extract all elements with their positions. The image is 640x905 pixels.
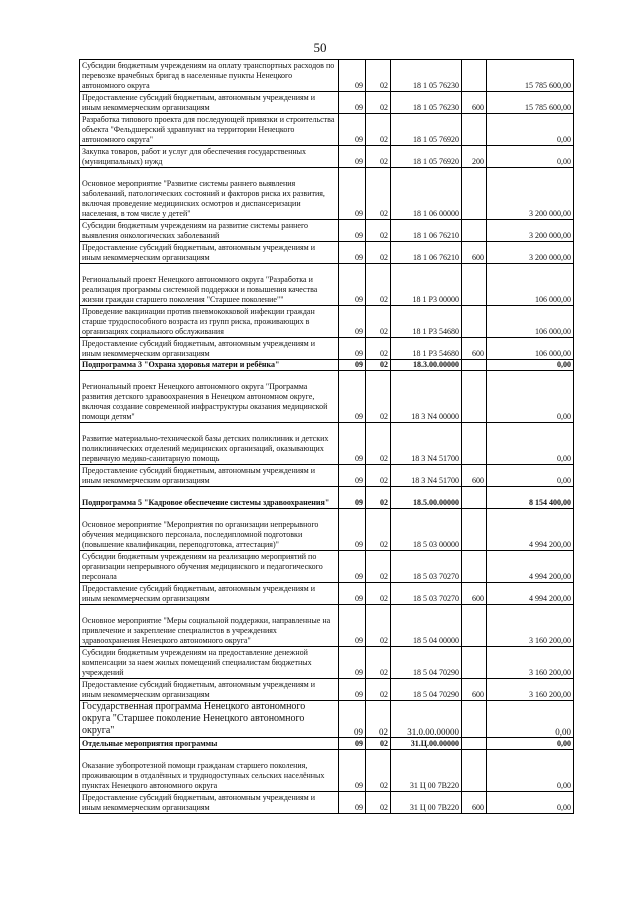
row-name: Субсидии бюджетным учреждениям на предоставление денежной компенсации за наем жилых помещений специалистам бюджетных учреждений <box>80 647 339 679</box>
row-section: 09 <box>339 647 366 679</box>
row-name: Предоставление субсидий бюджетным, автономным учреждениям и иным некоммерческим организациям <box>80 679 339 701</box>
table-row <box>80 465 574 487</box>
row-section: 09 <box>339 114 366 146</box>
row-name: Предоставление субсидий бюджетным, автономным учреждениям и иным некоммерческим организациям <box>80 242 339 264</box>
row-amount: 0,00 <box>487 146 574 168</box>
row-subsection: 02 <box>366 168 391 220</box>
row-section: 09 <box>339 146 366 168</box>
row-subsection: 02 <box>366 738 391 750</box>
row-target-article: 18 5 04 70290 <box>391 679 462 701</box>
row-name: Основное мероприятие "Развитие системы раннего выявления заболеваний, патологических состояний и факторов риска их развития, включая проведение медицинских осмотров и диспансеризации населения, в том числе у детей" <box>80 168 339 220</box>
row-amount: 3 160 200,00 <box>487 679 574 701</box>
row-section: 09 <box>339 679 366 701</box>
row-name: Основное мероприятие "Меры социальной поддержки, направленные на привлечение и закрепление специалистов в учреждениях здравоохранения Ненецкого автономного округа" <box>80 605 339 647</box>
table-row <box>80 583 574 605</box>
table-row <box>80 750 574 792</box>
row-name: Региональный проект Ненецкого автономного округа "Разработка и реализация программы системной поддержки и повышения качества жизни граждан старшего поколения "Старшее поколение"" <box>80 264 339 306</box>
row-section: 09 <box>339 338 366 360</box>
row-name: Подпрограмма 3 "Охрана здоровья матери и ребёнка" <box>80 360 339 371</box>
row-section: 09 <box>339 360 366 371</box>
row-name: Предоставление субсидий бюджетным, автономным учреждениям и иным некоммерческим организациям <box>80 792 339 814</box>
table-row <box>80 487 574 509</box>
row-subsection: 02 <box>366 647 391 679</box>
row-name: Оказание зубопротезной помощи гражданам старшего поколения, проживающим в отдалённых и труднодоступных сельских населённых пунктах Ненецкого автономного округа <box>80 750 339 792</box>
table-row <box>80 371 574 423</box>
row-name: Предоставление субсидий бюджетным, автономным учреждениям и иным некоммерческим организациям <box>80 92 339 114</box>
row-subsection: 02 <box>366 242 391 264</box>
row-expense-type <box>462 605 487 647</box>
table-row <box>80 60 574 92</box>
table-row <box>80 92 574 114</box>
row-section: 09 <box>339 371 366 423</box>
table-row <box>80 338 574 360</box>
row-target-article: 18 1 06 76210 <box>391 220 462 242</box>
row-section: 09 <box>339 264 366 306</box>
row-target-article: 18 1 P3 00000 <box>391 264 462 306</box>
row-amount: 0,00 <box>487 750 574 792</box>
row-section: 09 <box>339 605 366 647</box>
row-section: 09 <box>339 792 366 814</box>
page-number: 50 <box>313 40 327 55</box>
row-amount: 106 000,00 <box>487 264 574 306</box>
table-row <box>80 423 574 465</box>
row-subsection: 02 <box>366 220 391 242</box>
row-amount: 0,00 <box>487 792 574 814</box>
row-expense-type: 200 <box>462 146 487 168</box>
row-subsection: 02 <box>366 306 391 338</box>
row-name: Закупка товаров, работ и услуг для обеспечения государственных (муниципальных) нужд <box>80 146 339 168</box>
row-name: Отдельные мероприятия программы <box>80 738 339 750</box>
row-section: 09 <box>339 509 366 551</box>
row-subsection: 02 <box>366 605 391 647</box>
row-amount: 0,00 <box>487 738 574 750</box>
row-target-article: 18 3 N4 51700 <box>391 423 462 465</box>
row-subsection: 02 <box>366 338 391 360</box>
row-name: Подпрограмма 5 "Кадровое обеспечение системы здравоохранения" <box>80 487 339 509</box>
table-row <box>80 701 574 738</box>
row-amount: 3 160 200,00 <box>487 647 574 679</box>
row-subsection: 02 <box>366 92 391 114</box>
row-target-article: 31.Ц.00.00000 <box>391 738 462 750</box>
row-target-article: 18 3 N4 00000 <box>391 371 462 423</box>
row-expense-type: 600 <box>462 242 487 264</box>
row-expense-type <box>462 551 487 583</box>
row-amount: 15 785 600,00 <box>487 92 574 114</box>
row-section: 09 <box>339 487 366 509</box>
row-target-article: 31 Ц 00 7В220 <box>391 792 462 814</box>
row-subsection: 02 <box>366 750 391 792</box>
row-amount: 15 785 600,00 <box>487 60 574 92</box>
row-amount: 3 200 000,00 <box>487 220 574 242</box>
row-name: Основное мероприятие "Мероприятия по организации непрерывного обучения медицинского персонала, последипломной подготовки (повышение квалификации, переподготовка, аттестация)" <box>80 509 339 551</box>
row-target-article: 31 Ц 00 7В220 <box>391 750 462 792</box>
row-amount: 4 994 200,00 <box>487 583 574 605</box>
row-target-article: 18 5 03 70270 <box>391 551 462 583</box>
table-row <box>80 146 574 168</box>
row-target-article: 18 1 06 76210 <box>391 242 462 264</box>
row-target-article: 18 3 N4 51700 <box>391 465 462 487</box>
table-row <box>80 792 574 814</box>
row-expense-type: 600 <box>462 583 487 605</box>
row-expense-type <box>462 701 487 738</box>
table-row <box>80 605 574 647</box>
row-subsection: 02 <box>366 360 391 371</box>
row-section: 09 <box>339 168 366 220</box>
table-row <box>80 509 574 551</box>
row-subsection: 02 <box>366 792 391 814</box>
row-target-article: 18 5 04 00000 <box>391 605 462 647</box>
row-expense-type <box>462 738 487 750</box>
row-expense-type: 600 <box>462 792 487 814</box>
row-expense-type <box>462 306 487 338</box>
row-name: Предоставление субсидий бюджетным, автономным учреждениям и иным некоммерческим организациям <box>80 465 339 487</box>
row-amount: 0,00 <box>487 360 574 371</box>
row-section: 09 <box>339 60 366 92</box>
row-amount: 0,00 <box>487 701 574 738</box>
row-expense-type <box>462 220 487 242</box>
row-amount: 4 994 200,00 <box>487 551 574 583</box>
row-expense-type <box>462 750 487 792</box>
row-target-article: 18.3.00.00000 <box>391 360 462 371</box>
row-expense-type: 600 <box>462 679 487 701</box>
row-name: Региональный проект Ненецкого автономного округа "Программа развития детского здравоохранения в Ненецком автономном округе, включая создание современной инфраструктуры оказания медицинской помощи детям" <box>80 371 339 423</box>
table-row <box>80 647 574 679</box>
table-row <box>80 242 574 264</box>
row-section: 09 <box>339 583 366 605</box>
row-subsection: 02 <box>366 423 391 465</box>
row-subsection: 02 <box>366 465 391 487</box>
row-expense-type: 600 <box>462 92 487 114</box>
table-row <box>80 264 574 306</box>
row-target-article: 18 1 05 76230 <box>391 92 462 114</box>
table-row <box>80 360 574 371</box>
row-amount: 4 994 200,00 <box>487 509 574 551</box>
row-expense-type <box>462 60 487 92</box>
row-name: Государственная программа Ненецкого автономного округа "Старшее поколение Ненецкого автономного округа" <box>80 701 339 738</box>
row-subsection: 02 <box>366 371 391 423</box>
row-target-article: 18 5 03 00000 <box>391 509 462 551</box>
row-section: 09 <box>339 551 366 583</box>
row-name: Развитие материально-технической базы детских поликлиник и детских поликлинических отделений медицинских организаций, оказывающих первичную медико-санитарную помощь <box>80 423 339 465</box>
row-target-article: 18.5.00.00000 <box>391 487 462 509</box>
row-subsection: 02 <box>366 60 391 92</box>
row-amount: 3 200 000,00 <box>487 242 574 264</box>
table-row <box>80 306 574 338</box>
row-subsection: 02 <box>366 551 391 583</box>
row-target-article: 18 5 04 70290 <box>391 647 462 679</box>
row-expense-type <box>462 487 487 509</box>
row-section: 09 <box>339 242 366 264</box>
row-subsection: 02 <box>366 146 391 168</box>
row-expense-type <box>462 509 487 551</box>
row-amount: 3 200 000,00 <box>487 168 574 220</box>
row-amount: 3 160 200,00 <box>487 605 574 647</box>
row-amount: 8 154 400,00 <box>487 487 574 509</box>
row-name: Разработка типового проекта для последующей привязки и строительства объекта "Фельдшерский здравпункт на территории Ненецкого автономного округа" <box>80 114 339 146</box>
row-target-article: 18 1 05 76920 <box>391 114 462 146</box>
table-row <box>80 114 574 146</box>
row-expense-type: 600 <box>462 338 487 360</box>
table-row <box>80 220 574 242</box>
row-amount: 106 000,00 <box>487 306 574 338</box>
table-row <box>80 551 574 583</box>
row-subsection: 02 <box>366 509 391 551</box>
table-row <box>80 679 574 701</box>
row-expense-type <box>462 371 487 423</box>
row-name: Предоставление субсидий бюджетным, автономным учреждениям и иным некоммерческим организациям <box>80 583 339 605</box>
row-amount: 106 000,00 <box>487 338 574 360</box>
row-expense-type <box>462 647 487 679</box>
row-amount: 0,00 <box>487 423 574 465</box>
row-target-article: 18 5 03 70270 <box>391 583 462 605</box>
row-expense-type <box>462 423 487 465</box>
row-name: Субсидии бюджетным учреждениям на развитие системы раннего выявления онкологических заболеваний <box>80 220 339 242</box>
row-expense-type <box>462 360 487 371</box>
row-section: 09 <box>339 750 366 792</box>
row-expense-type: 600 <box>462 465 487 487</box>
row-subsection: 02 <box>366 487 391 509</box>
row-name: Предоставление субсидий бюджетным, автономным учреждениям и иным некоммерческим организациям <box>80 338 339 360</box>
row-target-article: 18 1 05 76230 <box>391 60 462 92</box>
row-target-article: 18 1 06 00000 <box>391 168 462 220</box>
row-section: 09 <box>339 306 366 338</box>
row-expense-type <box>462 168 487 220</box>
row-name: Проведение вакцинации против пневмококковой инфекции граждан старше трудоспособного возраста из групп риска, проживающих в организациях социального обслуживания <box>80 306 339 338</box>
row-target-article: 18 1 P3 54680 <box>391 306 462 338</box>
row-expense-type <box>462 114 487 146</box>
row-section: 09 <box>339 220 366 242</box>
table-row <box>80 738 574 750</box>
row-subsection: 02 <box>366 114 391 146</box>
row-name: Субсидии бюджетным учреждениям на оплату транспортных расходов по перевозке врачебных бригад в населенные пункты Ненецкого автономного округа <box>80 60 339 92</box>
row-section: 09 <box>339 738 366 750</box>
row-subsection: 02 <box>366 701 391 738</box>
row-subsection: 02 <box>366 264 391 306</box>
row-section: 09 <box>339 465 366 487</box>
row-section: 09 <box>339 423 366 465</box>
row-amount: 0,00 <box>487 371 574 423</box>
row-target-article: 31.0.00.00000 <box>391 701 462 738</box>
row-section: 09 <box>339 92 366 114</box>
row-amount: 0,00 <box>487 465 574 487</box>
row-target-article: 18 1 P3 54680 <box>391 338 462 360</box>
row-section: 09 <box>339 701 366 738</box>
row-amount: 0,00 <box>487 114 574 146</box>
budget-table <box>79 59 574 814</box>
row-subsection: 02 <box>366 583 391 605</box>
row-subsection: 02 <box>366 679 391 701</box>
row-expense-type <box>462 264 487 306</box>
row-name: Субсидии бюджетным учреждениям на реализацию мероприятий по организации непрерывного обучения медицинского и педагогического персонала <box>80 551 339 583</box>
row-target-article: 18 1 05 76920 <box>391 146 462 168</box>
table-row <box>80 168 574 220</box>
